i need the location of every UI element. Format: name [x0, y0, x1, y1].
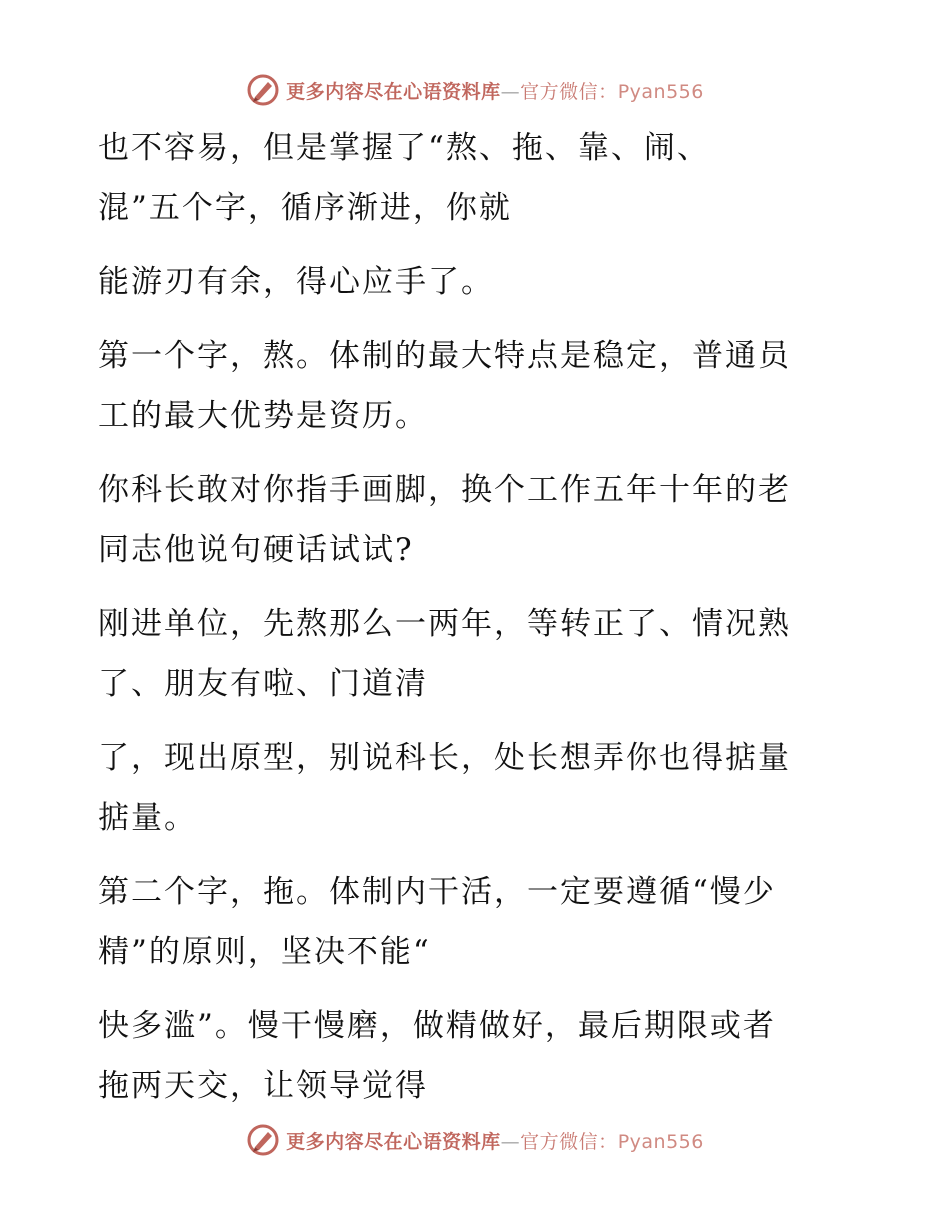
paragraph [98, 326, 838, 446]
watermark-wechat-label: 官方微信： [520, 1130, 618, 1153]
paragraph [98, 996, 838, 1116]
watermark-dash: — [500, 80, 521, 103]
text-line: 混”五个字，循序渐进，你就 [98, 190, 512, 226]
paragraph [98, 862, 838, 982]
watermark-wechat-id: Pyan556 [617, 1130, 704, 1153]
text-line: 精”的原则，坚决不能“ [98, 934, 431, 970]
watermark-wechat-id: Pyan556 [617, 80, 704, 103]
text-line: 第一个字，熬。体制的最大特点是稳定，普通员 [98, 338, 791, 374]
text-line: 能游刃有余，得心应手了。 [98, 264, 494, 300]
text-line: 也不容易，但是掌握了“熬、拖、靠、闹、 [98, 130, 710, 166]
watermark-main-text: 更多内容尽在心语资料库 [286, 1130, 501, 1153]
text-line: 了、朋友有啦、门道清 [98, 666, 428, 702]
text-line: 同志他说句硬话试试? [98, 532, 414, 568]
text-line: 拖两天交，让领导觉得 [98, 1068, 428, 1104]
paragraph [98, 118, 838, 238]
paragraph [98, 594, 838, 714]
paragraph [98, 728, 838, 848]
watermark-wechat-label: 官方微信： [520, 80, 618, 103]
watermark-main-text: 更多内容尽在心语资料库 [286, 80, 501, 103]
paragraph [98, 460, 838, 580]
document-body [98, 118, 838, 1116]
text-line: 快多滥”。慢干慢磨，做精做好，最后期限或者 [98, 1008, 776, 1044]
pen-logo-icon [246, 73, 280, 107]
watermark-dash: — [500, 1130, 521, 1153]
paragraph [98, 252, 838, 312]
text-line: 工的最大优势是资历。 [98, 398, 428, 434]
footer-watermark [0, 1120, 950, 1160]
text-line: 了，现出原型，别说科长，处长想弄你也得掂量 [98, 740, 791, 776]
text-line: 刚进单位，先熬那么一两年，等转正了、情况熟 [98, 606, 791, 642]
text-line: 第二个字，拖。体制内干活，一定要遵循“慢少 [98, 874, 776, 910]
pen-logo-icon [246, 1123, 280, 1157]
text-line: 你科长敢对你指手画脚，换个工作五年十年的老 [98, 472, 791, 508]
header-watermark [0, 70, 950, 110]
text-line: 掂量。 [98, 800, 197, 836]
